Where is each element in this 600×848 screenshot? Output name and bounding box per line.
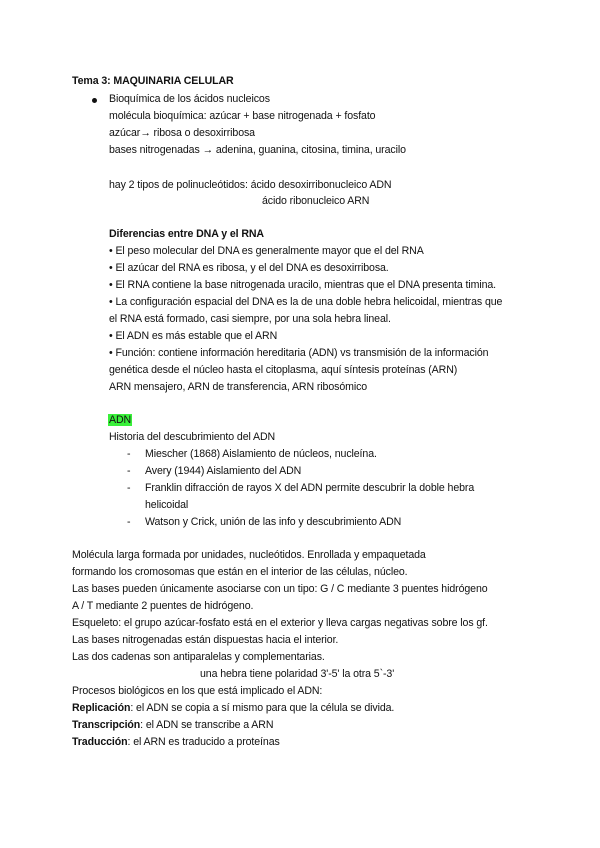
adn-highlight-label: ADN	[109, 414, 132, 426]
history-item: Miescher (1868) Aislamiento de núcleos, nucleína.	[145, 448, 377, 460]
text-line: • El RNA contiene la base nitrogenada uracilo, mientras que el DNA presenta timina.	[109, 279, 497, 291]
section-heading-differences: Diferencias entre DNA y el RNA	[109, 228, 264, 240]
text-line: • Función: contiene información hereditaria (ADN) vs transmisión de la información	[109, 347, 489, 359]
text-line: • El ADN es más estable que el ARN	[109, 330, 278, 342]
process-item-translation	[72, 735, 280, 749]
process-term: Traducción	[72, 736, 128, 748]
dash-icon: -	[127, 516, 131, 528]
text-line: • El azúcar del RNA es ribosa, y el del DNA es desoxirribosa.	[109, 262, 389, 274]
history-item-continuation: helicoidal	[145, 499, 189, 511]
text-line: Las bases pueden únicamente asociarse con un tipo: G / C mediante 3 puentes hidrógeno	[72, 583, 488, 595]
section-heading-biochemistry: Bioquímica de los ácidos nucleicos	[109, 93, 270, 105]
process-term: Transcripción	[72, 719, 141, 731]
process-term: Replicación	[72, 702, 131, 714]
dash-icon: -	[127, 482, 131, 494]
text-line: ácido ribonucleico ARN	[262, 195, 370, 207]
text-line: • El peso molecular del DNA es generalmente mayor que el del RNA	[109, 245, 424, 257]
text-line: Molécula larga formada por unidades, nucleótidos. Enrollada y empaquetada	[72, 549, 426, 561]
text-line: Esqueleto: el grupo azúcar-fosfato está en el exterior y lleva cargas negativas sobre los gf.	[72, 617, 488, 629]
text-line: Las dos cadenas son antiparalelas y complementarias.	[72, 651, 325, 663]
text-line: formando los cromosomas que están en el interior de las células, núcleo.	[72, 566, 408, 578]
text-line: A / T mediante 2 puentes de hidrógeno.	[72, 600, 254, 612]
process-desc: : el ADN se copia a sí mismo para que la célula se divida.	[130, 702, 395, 714]
process-item-transcription	[72, 718, 273, 732]
text-line: genética desde el núcleo hasta el citoplasma, aquí síntesis proteínas (ARN)	[109, 364, 458, 376]
process-desc: : el ADN se transcribe a ARN	[140, 719, 274, 731]
text-line: hay 2 tipos de polinucleótidos: ácido desoxirribonucleico ADN	[109, 179, 392, 191]
process-desc: : el ARN es traducido a proteínas	[127, 736, 280, 748]
history-item: Franklin difracción de rayos X del ADN permite descubrir la doble hebra	[145, 482, 475, 494]
dash-icon: -	[127, 465, 131, 477]
text-line: • La configuración espacial del DNA es la de una doble hebra helicoidal, mientras que	[109, 296, 503, 308]
processes-intro: Procesos biológicos en los que está implicado el ADN:	[72, 685, 323, 697]
text-line: ARN mensajero, ARN de transferencia, ARN ribosómico	[109, 381, 368, 393]
process-item-replication	[72, 701, 394, 715]
text-line: el RNA está formado, casi siempre, por una sola hebra lineal.	[109, 313, 391, 325]
text-line: Las bases nitrogenadas están dispuestas hacia el interior.	[72, 634, 339, 646]
history-item: Watson y Crick, unión de las info y descubrimiento ADN	[145, 516, 402, 528]
polarity-line: una hebra tiene polaridad 3'-5' la otra 5`-3'	[200, 668, 395, 680]
bullet-icon	[92, 98, 97, 103]
history-heading: Historia del descubrimiento del ADN	[109, 431, 276, 443]
text-line: azúcar→ ribosa o desoxirribosa	[109, 127, 255, 139]
text-line: bases nitrogenadas → adenina, guanina, citosina, timina, uracilo	[109, 144, 406, 156]
dash-icon: -	[127, 448, 131, 460]
document-title: Tema 3: MAQUINARIA CELULAR	[72, 75, 234, 87]
text-line: molécula bioquímica: azúcar + base nitrogenada + fosfato	[109, 110, 376, 122]
history-item: Avery (1944) Aislamiento del ADN	[145, 465, 302, 477]
adn-highlight	[108, 413, 132, 427]
